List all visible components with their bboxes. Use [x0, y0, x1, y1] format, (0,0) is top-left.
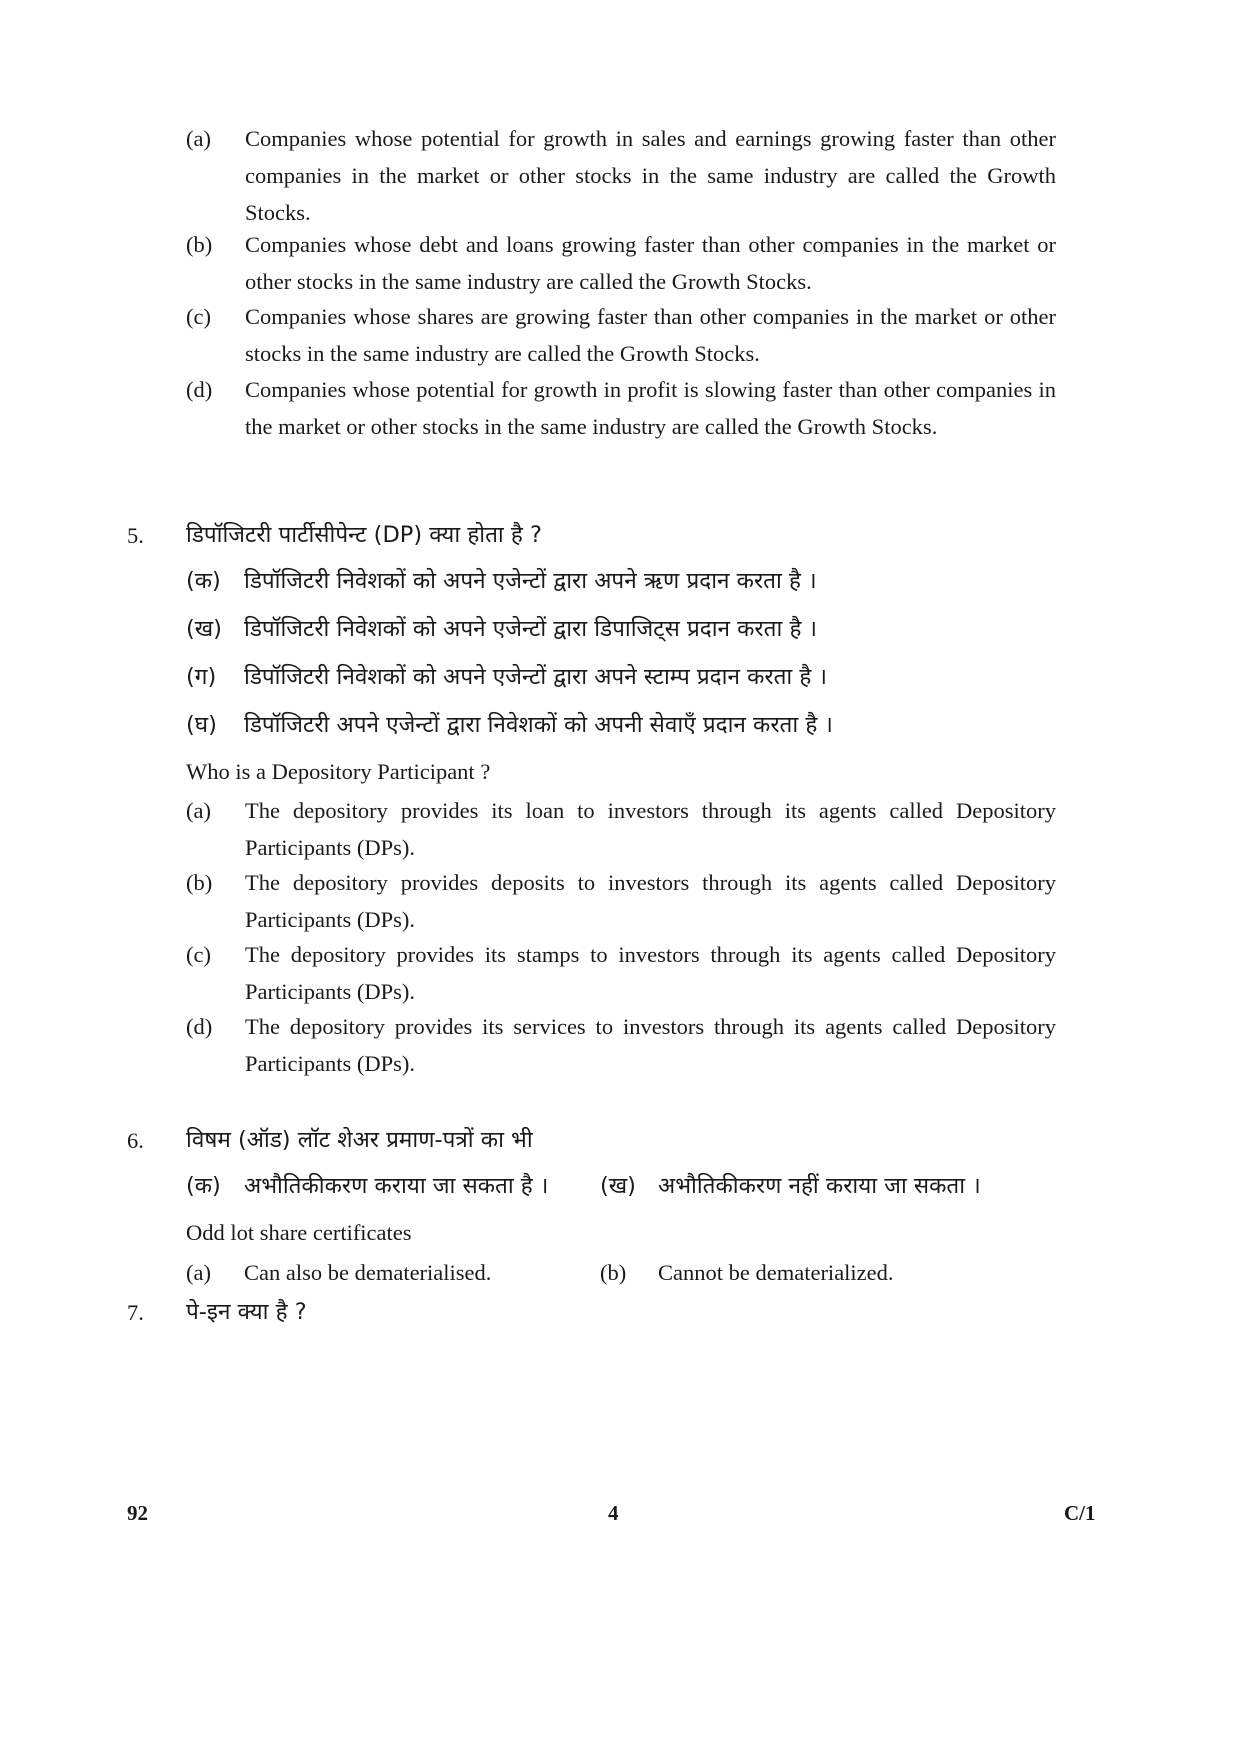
option-text: The depository provides its services to investors through its agents called Depository Participants (DPs). [245, 1014, 1056, 1076]
option-text: Companies whose debt and loans growing faster than other companies in the market or other stocks in the same industry are called the Growth Stocks. [245, 232, 1056, 294]
option-label: (a) [186, 126, 211, 151]
option-label: (ख) [600, 1173, 636, 1199]
option-label: (b) [186, 870, 213, 895]
q4-option-b [186, 226, 1056, 300]
option-text: डिपॉजिटरी अपने एजेन्टों द्वारा निवेशकों को अपनी सेवाएँ प्रदान करता है । [244, 712, 833, 738]
option-text: डिपॉजिटरी निवेशकों को अपने एजेन्टों द्वारा अपने ऋण प्रदान करता है । [244, 568, 817, 594]
question-text: डिपॉजिटरी पार्टीसीपेन्ट (DP) क्या होता है ? [186, 522, 542, 548]
option-label: (c) [186, 304, 211, 329]
q6-hindi-question [127, 1122, 1067, 1159]
option-label: (d) [186, 1014, 213, 1039]
option-text: Cannot be dematerialized. [658, 1260, 894, 1285]
option-label: (b) [186, 232, 213, 257]
option-text: The depository provides deposits to investors through its agents called Depository Participants (DPs). [245, 870, 1056, 932]
option-text: Can also be dematerialised. [244, 1260, 492, 1285]
q6-english-option-b [600, 1254, 894, 1291]
option-label: (क) [186, 1173, 221, 1199]
q4-option-c [186, 298, 1056, 372]
paper-code: 92 [127, 1501, 148, 1525]
option-label: (c) [186, 942, 211, 967]
question-number: 5. [127, 523, 144, 548]
option-label: (d) [186, 377, 213, 402]
q5-hindi-option-3 [186, 659, 827, 696]
option-label: (a) [186, 1260, 211, 1285]
q5-english-option-b [186, 864, 1056, 938]
question-text: विषम (ऑड) लॉट शेअर प्रमाण-पत्रों का भी [186, 1127, 533, 1153]
option-label: (घ) [186, 712, 217, 738]
option-text: डिपॉजिटरी निवेशकों को अपने एजेन्टों द्वारा अपने स्टाम्प प्रदान करता है । [244, 664, 828, 690]
question-text: पे-इन क्या है ? [186, 1299, 307, 1325]
q5-hindi-option-4 [186, 707, 833, 744]
q5-hindi-option-1 [186, 563, 817, 600]
q7-hindi-question [127, 1294, 1067, 1331]
q5-hindi-question [127, 517, 1067, 554]
page-number: 4 [608, 1501, 619, 1525]
question-number: 6. [127, 1128, 144, 1153]
option-label: (a) [186, 798, 211, 823]
option-text: Companies whose potential for growth in sales and earnings growing faster than other companies in the market or other stocks in the same industry are called the Growth Stocks. [245, 126, 1056, 225]
option-text: The depository provides its loan to investors through its agents called Depository Participants (DPs). [245, 798, 1056, 860]
q6-hindi-option-1 [186, 1168, 548, 1205]
q4-option-a [186, 120, 1056, 231]
option-text: अभौतिकीकरण कराया जा सकता है । [244, 1173, 549, 1199]
option-label: (क) [186, 568, 221, 594]
q5-english-option-d [186, 1008, 1056, 1082]
q5-hindi-option-2 [186, 611, 817, 648]
option-text: डिपॉजिटरी निवेशकों को अपने एजेन्टों द्वारा डिपाजिट्स प्रदान करता है । [244, 616, 818, 642]
option-label: (ग) [186, 664, 217, 690]
q5-english-option-a [186, 792, 1056, 866]
option-text: Companies whose shares are growing faster than other companies in the market or other stocks in the same industry are called the Growth Stocks. [245, 304, 1056, 366]
q4-option-d [186, 371, 1056, 445]
q6-english-option-a [186, 1254, 491, 1291]
option-text: अभौतिकीकरण नहीं कराया जा सकता । [658, 1173, 981, 1199]
q5-english-question: Who is a Depository Participant ? [186, 759, 491, 784]
question-number: 7. [127, 1300, 144, 1325]
q5-english-option-c [186, 936, 1056, 1010]
set-code: C/1 [1064, 1501, 1096, 1525]
option-text: The depository provides its stamps to investors through its agents called Depository Participants (DPs). [245, 942, 1056, 1004]
option-label: (b) [600, 1260, 627, 1285]
option-text: Companies whose potential for growth in profit is slowing faster than other companies in the market or other stocks in the same industry are called the Growth Stocks. [245, 377, 1056, 439]
q6-english-question: Odd lot share certificates [186, 1220, 412, 1245]
option-label: (ख) [186, 616, 222, 642]
q6-hindi-option-2 [600, 1168, 981, 1205]
